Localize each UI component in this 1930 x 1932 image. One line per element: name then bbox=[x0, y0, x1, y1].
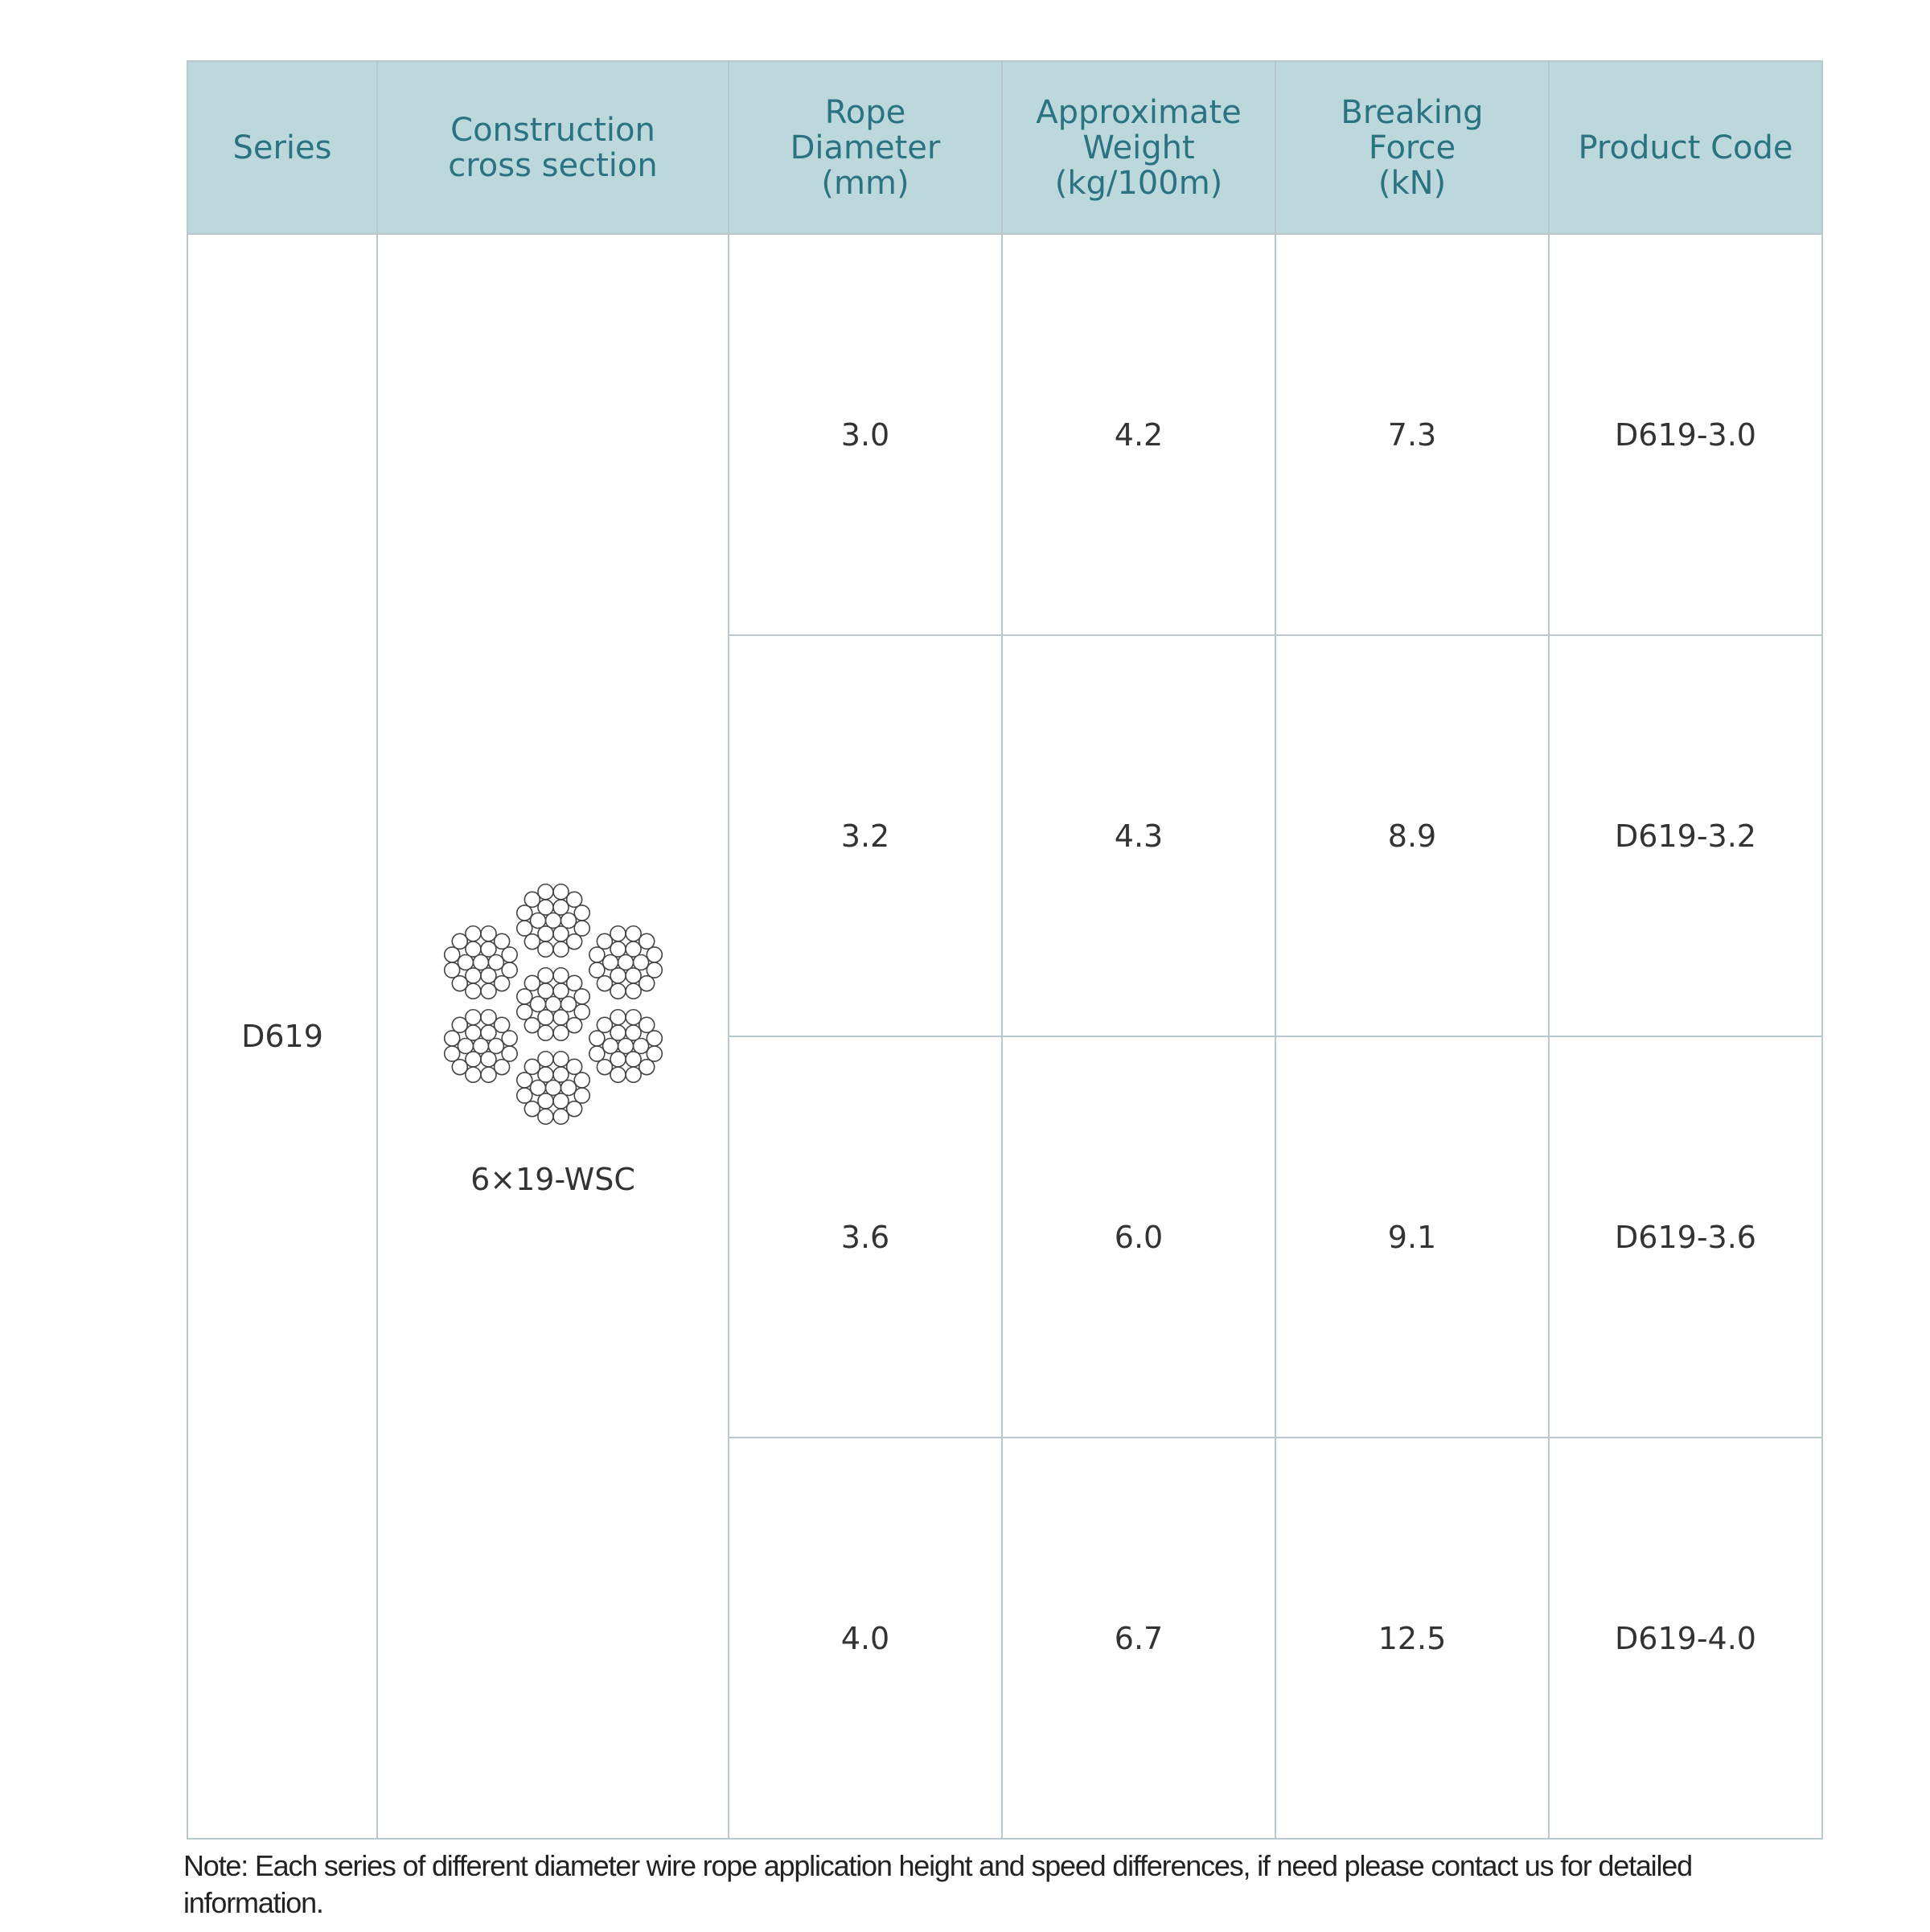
wire-circle bbox=[516, 1004, 532, 1019]
header-approx-weight bbox=[1002, 61, 1275, 234]
wire-circle bbox=[537, 968, 552, 983]
header-rope-diameter bbox=[729, 61, 1002, 234]
wire-circle bbox=[626, 941, 641, 957]
series-cell: D619 bbox=[187, 234, 377, 1839]
wire-circle bbox=[597, 1060, 612, 1075]
wire-circle bbox=[524, 975, 540, 991]
header-line: Breaking bbox=[1341, 93, 1484, 131]
header-line: Force bbox=[1368, 129, 1456, 166]
wire-circle bbox=[626, 968, 641, 983]
wire-circle bbox=[537, 884, 552, 900]
wire-circle bbox=[538, 983, 553, 999]
diameter-cell: 3.0 bbox=[729, 234, 1002, 635]
table-row bbox=[187, 234, 1822, 635]
wire-circle bbox=[626, 983, 641, 999]
wire-circle bbox=[502, 1031, 517, 1046]
wire-circle bbox=[574, 989, 589, 1004]
wire-circle bbox=[626, 1052, 641, 1067]
wire-circle bbox=[574, 1073, 589, 1088]
wire-circle bbox=[553, 884, 569, 900]
wire-circle bbox=[524, 1018, 540, 1033]
wire-circle bbox=[524, 892, 540, 907]
wire-circle bbox=[494, 976, 509, 991]
wire-circle bbox=[626, 1010, 641, 1025]
header-series bbox=[187, 61, 377, 234]
wire-circle bbox=[481, 926, 496, 941]
wire-circle bbox=[480, 941, 495, 957]
product-code-cell: D619-3.0 bbox=[1549, 234, 1822, 635]
diameter-cell: 3.6 bbox=[729, 1036, 1002, 1438]
wire-circle bbox=[553, 941, 569, 957]
wire-circle bbox=[610, 1010, 625, 1025]
wire-circle bbox=[574, 921, 589, 936]
wire-circle bbox=[516, 1088, 532, 1103]
wire-circle bbox=[566, 1101, 581, 1117]
wire-circle bbox=[538, 900, 553, 915]
construction-label: 6×19-WSC bbox=[470, 1162, 635, 1197]
wire-circle bbox=[647, 962, 662, 978]
wire-circle bbox=[566, 1018, 581, 1033]
wire-circle bbox=[553, 1109, 569, 1124]
wire-circle bbox=[610, 941, 626, 957]
wire-circle bbox=[444, 962, 459, 978]
wire-circle bbox=[589, 1046, 604, 1061]
wire-circle bbox=[553, 1052, 569, 1067]
header-line: Rope bbox=[824, 93, 906, 131]
header-row bbox=[187, 61, 1822, 234]
wire-circle bbox=[502, 1046, 517, 1061]
header-line: (kg/100m) bbox=[1054, 164, 1223, 202]
wire-circle bbox=[647, 1046, 662, 1061]
wire-circle bbox=[465, 983, 480, 999]
wire-circle bbox=[481, 1067, 496, 1082]
wire-circle bbox=[626, 1067, 641, 1082]
wire-circle bbox=[553, 968, 569, 983]
wire-circle bbox=[553, 983, 569, 999]
wire-circle bbox=[566, 892, 581, 907]
product-code-cell: D619-4.0 bbox=[1549, 1438, 1822, 1839]
wire-circle bbox=[465, 1025, 480, 1040]
wire-circle bbox=[647, 947, 662, 962]
header-line: (kN) bbox=[1378, 164, 1447, 202]
wire-circle bbox=[537, 1052, 552, 1067]
wire-circle bbox=[574, 905, 589, 921]
wire-circle bbox=[480, 1025, 495, 1040]
header-line: Construction bbox=[450, 111, 655, 149]
wire-circle bbox=[639, 1060, 654, 1075]
wire-circle bbox=[553, 1010, 569, 1025]
footnote: Note: Each series of different diameter wire rope application height and speed differences, if need please contact us for detailed information. bbox=[183, 1849, 1692, 1919]
weight-cell: 4.2 bbox=[1002, 234, 1275, 635]
header-line: Weight bbox=[1082, 129, 1195, 166]
force-cell: 8.9 bbox=[1275, 635, 1549, 1036]
wire-circle bbox=[639, 1017, 654, 1032]
header-line: cross section bbox=[448, 146, 658, 184]
wire-circle bbox=[502, 962, 517, 978]
header-line: Series bbox=[232, 129, 332, 166]
wire-circle bbox=[524, 1059, 540, 1074]
wire-circle bbox=[574, 1004, 589, 1019]
spec-table bbox=[187, 60, 1823, 1840]
header-line: Diameter bbox=[790, 129, 941, 166]
wire-circle bbox=[553, 1093, 569, 1109]
product-code-cell: D619-3.2 bbox=[1549, 635, 1822, 1036]
diameter-cell: 4.0 bbox=[729, 1438, 1002, 1839]
wire-circle bbox=[452, 976, 467, 991]
force-cell: 9.1 bbox=[1275, 1036, 1549, 1438]
wire-circle bbox=[610, 1067, 625, 1082]
wire-circle bbox=[465, 1067, 480, 1082]
wire-circle bbox=[465, 941, 480, 957]
wire-circle bbox=[465, 926, 480, 941]
wire-circle bbox=[589, 1031, 604, 1046]
wire-circle bbox=[494, 1060, 509, 1075]
wire-circle bbox=[538, 1067, 553, 1082]
wire-circle bbox=[516, 1073, 532, 1088]
force-cell: 12.5 bbox=[1275, 1438, 1549, 1839]
wire-circle bbox=[639, 933, 654, 949]
wire-circle bbox=[452, 933, 467, 949]
wire-circle bbox=[647, 1031, 662, 1046]
wire-circle bbox=[444, 1046, 459, 1061]
diameter-cell: 3.2 bbox=[729, 635, 1002, 1036]
wire-circle bbox=[452, 1017, 467, 1032]
header-construction bbox=[377, 61, 729, 234]
wire-circle bbox=[589, 947, 604, 962]
wire-circle bbox=[480, 1052, 495, 1067]
wire-circle bbox=[537, 941, 552, 957]
force-cell: 7.3 bbox=[1275, 234, 1549, 635]
wire-circle bbox=[537, 1109, 552, 1124]
header-product-code bbox=[1549, 61, 1822, 234]
wire-circle bbox=[465, 1010, 480, 1025]
wire-circle bbox=[574, 1088, 589, 1103]
header-line: Approximate bbox=[1036, 93, 1242, 131]
wire-circle bbox=[444, 1031, 459, 1046]
wire-circle bbox=[626, 926, 641, 941]
weight-cell: 6.0 bbox=[1002, 1036, 1275, 1438]
wire-circle bbox=[553, 1025, 569, 1040]
weight-cell: 4.3 bbox=[1002, 635, 1275, 1036]
wire-circle bbox=[516, 905, 532, 921]
wire-circle bbox=[639, 976, 654, 991]
wire-circle bbox=[502, 947, 517, 962]
wire-circle bbox=[516, 921, 532, 936]
weight-cell: 6.7 bbox=[1002, 1438, 1275, 1839]
wire-circle bbox=[566, 1059, 581, 1074]
wire-circle bbox=[524, 1101, 540, 1117]
wire-circle bbox=[610, 1025, 626, 1040]
wire-circle bbox=[553, 900, 569, 915]
wire-circle bbox=[610, 983, 625, 999]
wire-circle bbox=[610, 926, 625, 941]
wire-circle bbox=[553, 1067, 569, 1082]
construction-cell bbox=[377, 234, 729, 1839]
wire-circle bbox=[481, 983, 496, 999]
wire-circle bbox=[597, 976, 612, 991]
wire-circle bbox=[566, 934, 581, 950]
wire-circle bbox=[494, 933, 509, 949]
header-line: Product Code bbox=[1578, 129, 1793, 166]
wire-circle bbox=[444, 947, 459, 962]
wire-circle bbox=[597, 1017, 612, 1032]
wire-circle bbox=[626, 1025, 641, 1040]
wire-circle bbox=[553, 926, 569, 941]
wire-circle bbox=[597, 933, 612, 949]
product-code-cell: D619-3.6 bbox=[1549, 1036, 1822, 1438]
wire-circle bbox=[494, 1017, 509, 1032]
wire-circle bbox=[481, 1010, 496, 1025]
wire-circle bbox=[589, 962, 604, 978]
wire-circle bbox=[516, 989, 532, 1004]
header-breaking-force bbox=[1275, 61, 1549, 234]
wire-circle bbox=[452, 1060, 467, 1075]
wire-circle bbox=[566, 975, 581, 991]
header-line: (mm) bbox=[821, 164, 910, 202]
wire-circle bbox=[524, 934, 540, 950]
wire-circle bbox=[537, 1025, 552, 1040]
wire-circle bbox=[480, 968, 495, 983]
rope-cross-section-diagram bbox=[433, 876, 674, 1133]
